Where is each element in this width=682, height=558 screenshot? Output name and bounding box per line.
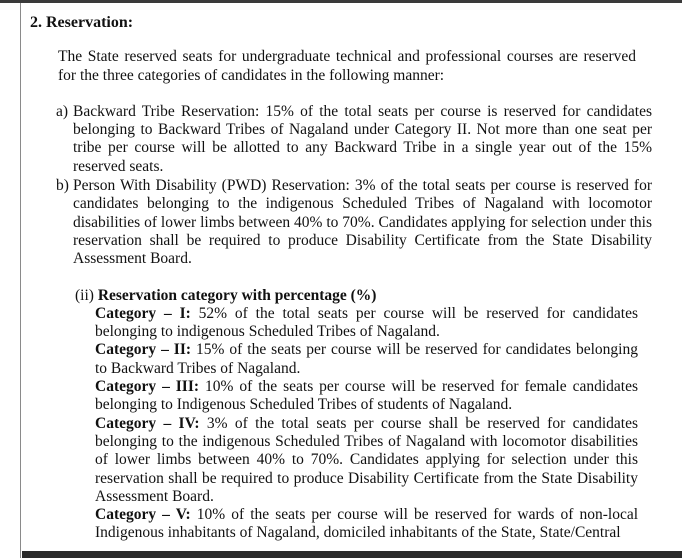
category-text: 3% of the total seats per course shall be reserved for candidates belonging to the indigenous Scheduled Tribes of Nagaland with locomotor disabilities of lower limbs between 40% to 70%. Candidates applying for selection under this reservation shall be required to produce Disability Certificate from the State Disability Assessment Board.: [95, 414, 639, 505]
category-label: Category – III:: [95, 378, 200, 396]
reservation-categories: [75, 287, 638, 543]
list-item: [58, 177, 652, 268]
list-marker: a): [56, 102, 69, 120]
list-item-text: Backward Tribe Reservation: 15% of the total seats per course is reserved for candidates belonging to Backward Tribes of Nagaland under Category II. Not more than one seat per tribe per course will be allotted to any Backward Tribe in a single year out of the 15% reserved seats.: [73, 102, 652, 175]
top-border: [0, 0, 682, 3]
category-label: Category – IV:: [95, 414, 200, 432]
category-label: Category – I:: [95, 304, 191, 322]
category-text: 15% of the seats per course will be reserved for candidates belonging to Backward Tribes of Nagaland.: [95, 341, 638, 377]
category-entry: [95, 378, 638, 415]
list-item-text: Person With Disability (PWD) Reservation: 3% of the total seats per course is reserved for candidates belonging to the indigenous Scheduled Tribes of Nagaland with locomotor disabilities of lower limbs between 40% to 70%. Candidates applying for selection under this reservation shall be required to produce Disability Certificate from the State Disability Assessment Board.: [73, 177, 652, 268]
category-label: Category – II:: [95, 341, 192, 359]
category-text: 52% of the total seats per course will be reserved for candidates belonging to indigenous Scheduled Tribes of Nagaland.: [95, 304, 638, 341]
category-text: 10% of the seats per course will be reserved for female candidates belonging to Indigenous Scheduled Tribes of students of Nagaland.: [95, 378, 638, 414]
category-entry: [95, 305, 638, 342]
list-item: [58, 103, 652, 176]
section-heading: 2. Reservation:: [30, 14, 134, 31]
page-left-edge: [20, 3, 21, 558]
category-entry: [95, 415, 638, 506]
subsection-title: [75, 287, 638, 305]
category-entry: [95, 506, 638, 543]
category-label: Category – V:: [95, 506, 191, 524]
list-marker: b): [56, 177, 69, 195]
document-body: [30, 14, 652, 543]
bottom-border: [22, 551, 682, 558]
subsection-number: (ii): [75, 286, 94, 304]
intro-paragraph: The State reserved seats for undergraduate technical and professional courses are reserved for the three categories of candidates in the following manner:: [58, 48, 636, 84]
subsection-title-text: Reservation category with percentage (%): [97, 286, 377, 304]
category-text: 10% of the seats per course will be reserved for wards of non-local Indigenous inhabitants of Nagaland, domiciled inhabitants of the State, State/Central: [95, 506, 639, 542]
category-entry: [95, 341, 638, 378]
